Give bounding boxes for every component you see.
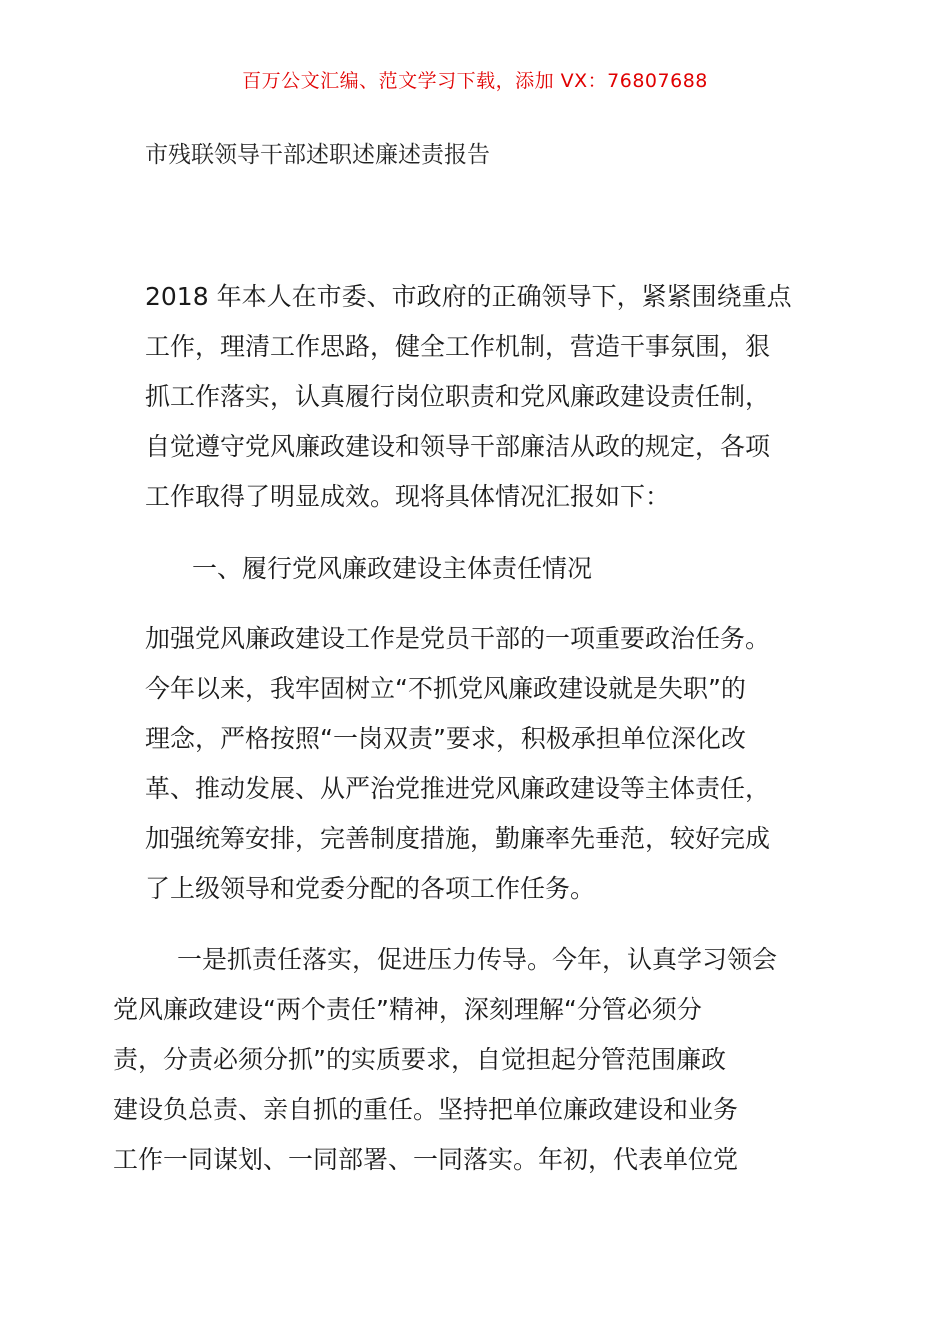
paragraph-line: 党风廉政建设“两个责任”精神，深刻理解“分管必须分 [113, 995, 702, 1024]
paragraph-line: 工作，理清工作思路，健全工作机制，营造干事氛围，狠 [145, 332, 771, 361]
paragraph-line: 理念，严格按照“一岗双责”要求，积极承担单位深化改 [145, 724, 746, 753]
paragraph-line: 加强党风廉政建设工作是党员干部的一项重要政治任务。 [145, 624, 771, 653]
paragraph-line: 工作一同谋划、一同部署、一同落实。年初，代表单位党 [113, 1145, 739, 1174]
paragraph-line: 了上级领导和党委分配的各项工作任务。 [145, 874, 596, 903]
paragraph-line: 责，分责必须分抓”的实质要求，自觉担起分管范围廉政 [113, 1045, 726, 1074]
paragraph-line: 抓工作落实，认真履行岗位职责和党风廉政建设责任制， [145, 382, 771, 411]
paragraph-intro [145, 272, 815, 522]
paragraph-line: 一是抓责任落实，促进压力传导。今年，认真学习领会 [177, 945, 778, 974]
header-note: 百万公文汇编、范文学习下载，添加 VX：76807688 [242, 70, 708, 92]
paragraph-line: 自觉遵守党风廉政建设和领导干部廉洁从政的规定，各项 [145, 432, 771, 461]
paragraph-line: 工作取得了明显成效。现将具体情况汇报如下： [145, 482, 671, 511]
paragraph-line: 建设负总责、亲自抓的重任。坚持把单位廉政建设和业务 [113, 1095, 739, 1124]
paragraph-line: 革、推动发展、从严治党推进党风廉政建设等主体责任， [145, 774, 771, 803]
section-heading: 一、履行党风廉政建设主体责任情况 [192, 554, 593, 583]
paragraph-line: 加强统筹安排，完善制度措施，勤廉率先垂范，较好完成 [145, 824, 771, 853]
paragraph-line: 2018 年本人在市委、市政府的正确领导下，紧紧围绕重点 [145, 282, 792, 311]
document-title: 市残联领导干部述职述廉述责报告 [145, 142, 490, 168]
paragraph-point-one [113, 935, 815, 1185]
paragraph-line: 今年以来，我牢固树立“不抓党风廉政建设就是失职”的 [145, 674, 746, 703]
paragraph-section1 [145, 614, 815, 914]
